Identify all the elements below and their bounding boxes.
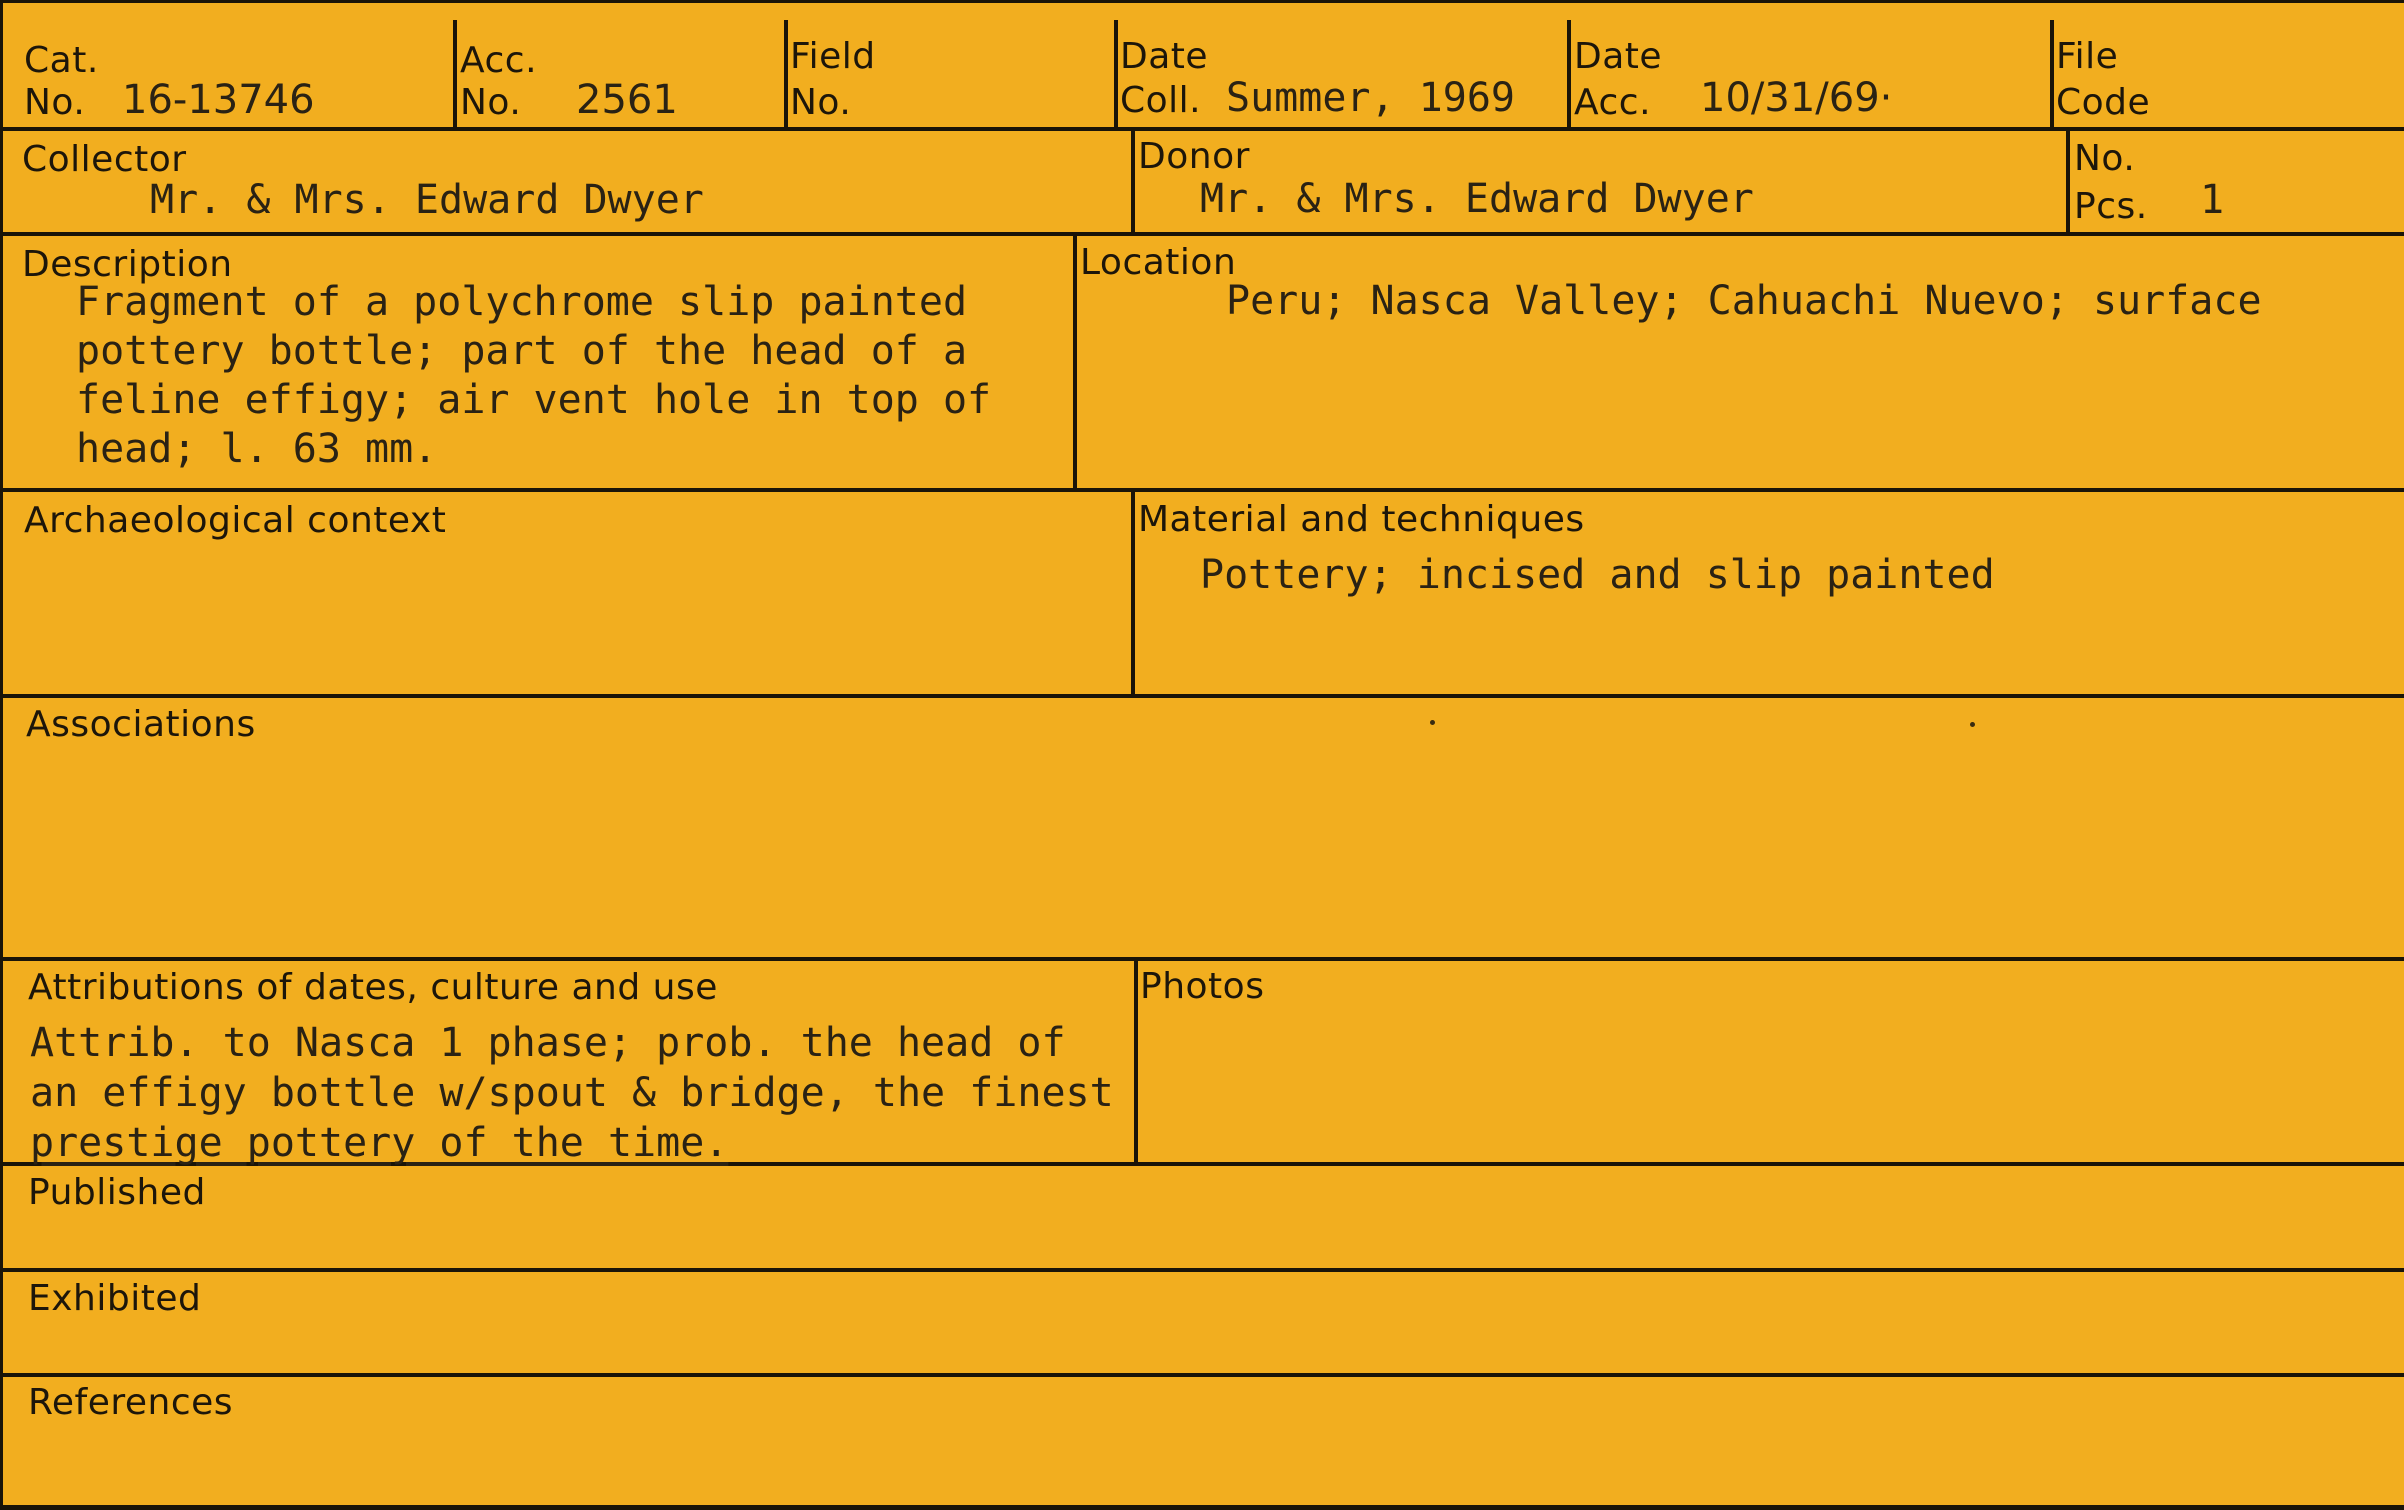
rule-datecoll-dateacc <box>1567 20 1571 129</box>
archaeological-context-label: Archaeological context <box>24 500 447 541</box>
rule-header-bottom <box>0 127 2404 131</box>
acc-label-1: Acc. <box>460 40 538 81</box>
collector-value: Mr. & Mrs. Edward Dwyer <box>150 177 704 223</box>
description-line: head; l. 63 mm. <box>76 426 438 472</box>
pieces-label-1: No. <box>2074 138 2136 179</box>
donor-value: Mr. & Mrs. Edward Dwyer <box>1200 176 1754 222</box>
associations-label: Associations <box>26 704 256 745</box>
rule-acc-field <box>784 20 788 129</box>
rule-description-location <box>1073 232 1077 490</box>
rule-cat-acc <box>453 20 457 129</box>
cat-label-2: No. <box>24 82 86 123</box>
date-accessioned-value: 10/31/69· <box>1700 75 1893 121</box>
donor-label: Donor <box>1138 136 1250 177</box>
exhibited-label: Exhibited <box>28 1278 202 1319</box>
paper-speck <box>1430 720 1435 725</box>
rule-description-bottom <box>0 488 2404 492</box>
rule-dateacc-file <box>2050 20 2054 129</box>
photos-label: Photos <box>1140 966 1265 1007</box>
rule-field-datecoll <box>1114 20 1118 129</box>
field-label-2: No. <box>790 82 852 123</box>
rule-top <box>0 0 2404 3</box>
cat-number-value: 16-13746 <box>122 77 315 123</box>
location-label: Location <box>1080 242 1237 283</box>
material-value: Pottery; incised and slip painted <box>1200 552 1995 598</box>
cat-label-1: Cat. <box>24 40 99 81</box>
rule-bottom <box>0 1505 2404 1510</box>
file-label-2: Code <box>2056 82 2151 123</box>
pieces-label-2: Pcs. <box>2074 186 2148 227</box>
acc-label-2: No. <box>460 82 522 123</box>
attributions-line: prestige pottery of the time. <box>30 1120 729 1166</box>
rule-context-material <box>1131 488 1135 696</box>
references-label: References <box>28 1382 234 1423</box>
attributions-line: Attrib. to Nasca 1 phase; prob. the head of <box>30 1020 1066 1066</box>
rule-published-bottom <box>0 1268 2404 1272</box>
attributions-line: an effigy bottle w/spout & bridge, the finest <box>30 1070 1114 1116</box>
date-coll-label-1: Date <box>1120 36 1209 77</box>
collector-label: Collector <box>22 139 187 180</box>
date-collected-value: Summer, 1969 <box>1226 75 1515 121</box>
rule-donor-pieces <box>2066 127 2070 234</box>
rule-associations-bottom <box>0 957 2404 961</box>
rule-exhibited-bottom <box>0 1373 2404 1377</box>
rule-attributions-photos <box>1134 957 1138 1164</box>
published-label: Published <box>28 1172 206 1213</box>
field-label-1: Field <box>790 36 876 77</box>
attributions-text <box>30 1018 1114 1168</box>
rule-collector-donor <box>1131 127 1135 234</box>
material-label: Material and techniques <box>1138 499 1585 540</box>
rule-context-bottom <box>0 694 2404 698</box>
date-acc-label-2: Acc. <box>1574 82 1652 123</box>
rule-collector-bottom <box>0 232 2404 236</box>
pieces-value: 1 <box>2200 177 2225 223</box>
description-line: Fragment of a polychrome slip painted <box>76 279 968 325</box>
acc-number-value: 2561 <box>576 77 678 123</box>
attributions-label: Attributions of dates, culture and use <box>28 967 718 1008</box>
paper-speck <box>1970 722 1975 727</box>
rule-left-edge <box>0 0 3 1510</box>
date-acc-label-1: Date <box>1574 36 1663 77</box>
location-value: Peru; Nasca Valley; Cahuachi Nuevo; surface <box>1226 278 2262 324</box>
date-coll-label-2: Coll. <box>1120 80 1202 121</box>
file-label-1: File <box>2056 36 2119 77</box>
description-line: feline effigy; air vent hole in top of <box>76 377 992 423</box>
description-label: Description <box>22 244 233 285</box>
description-text <box>76 278 991 474</box>
description-line: pottery bottle; part of the head of a <box>76 328 968 374</box>
